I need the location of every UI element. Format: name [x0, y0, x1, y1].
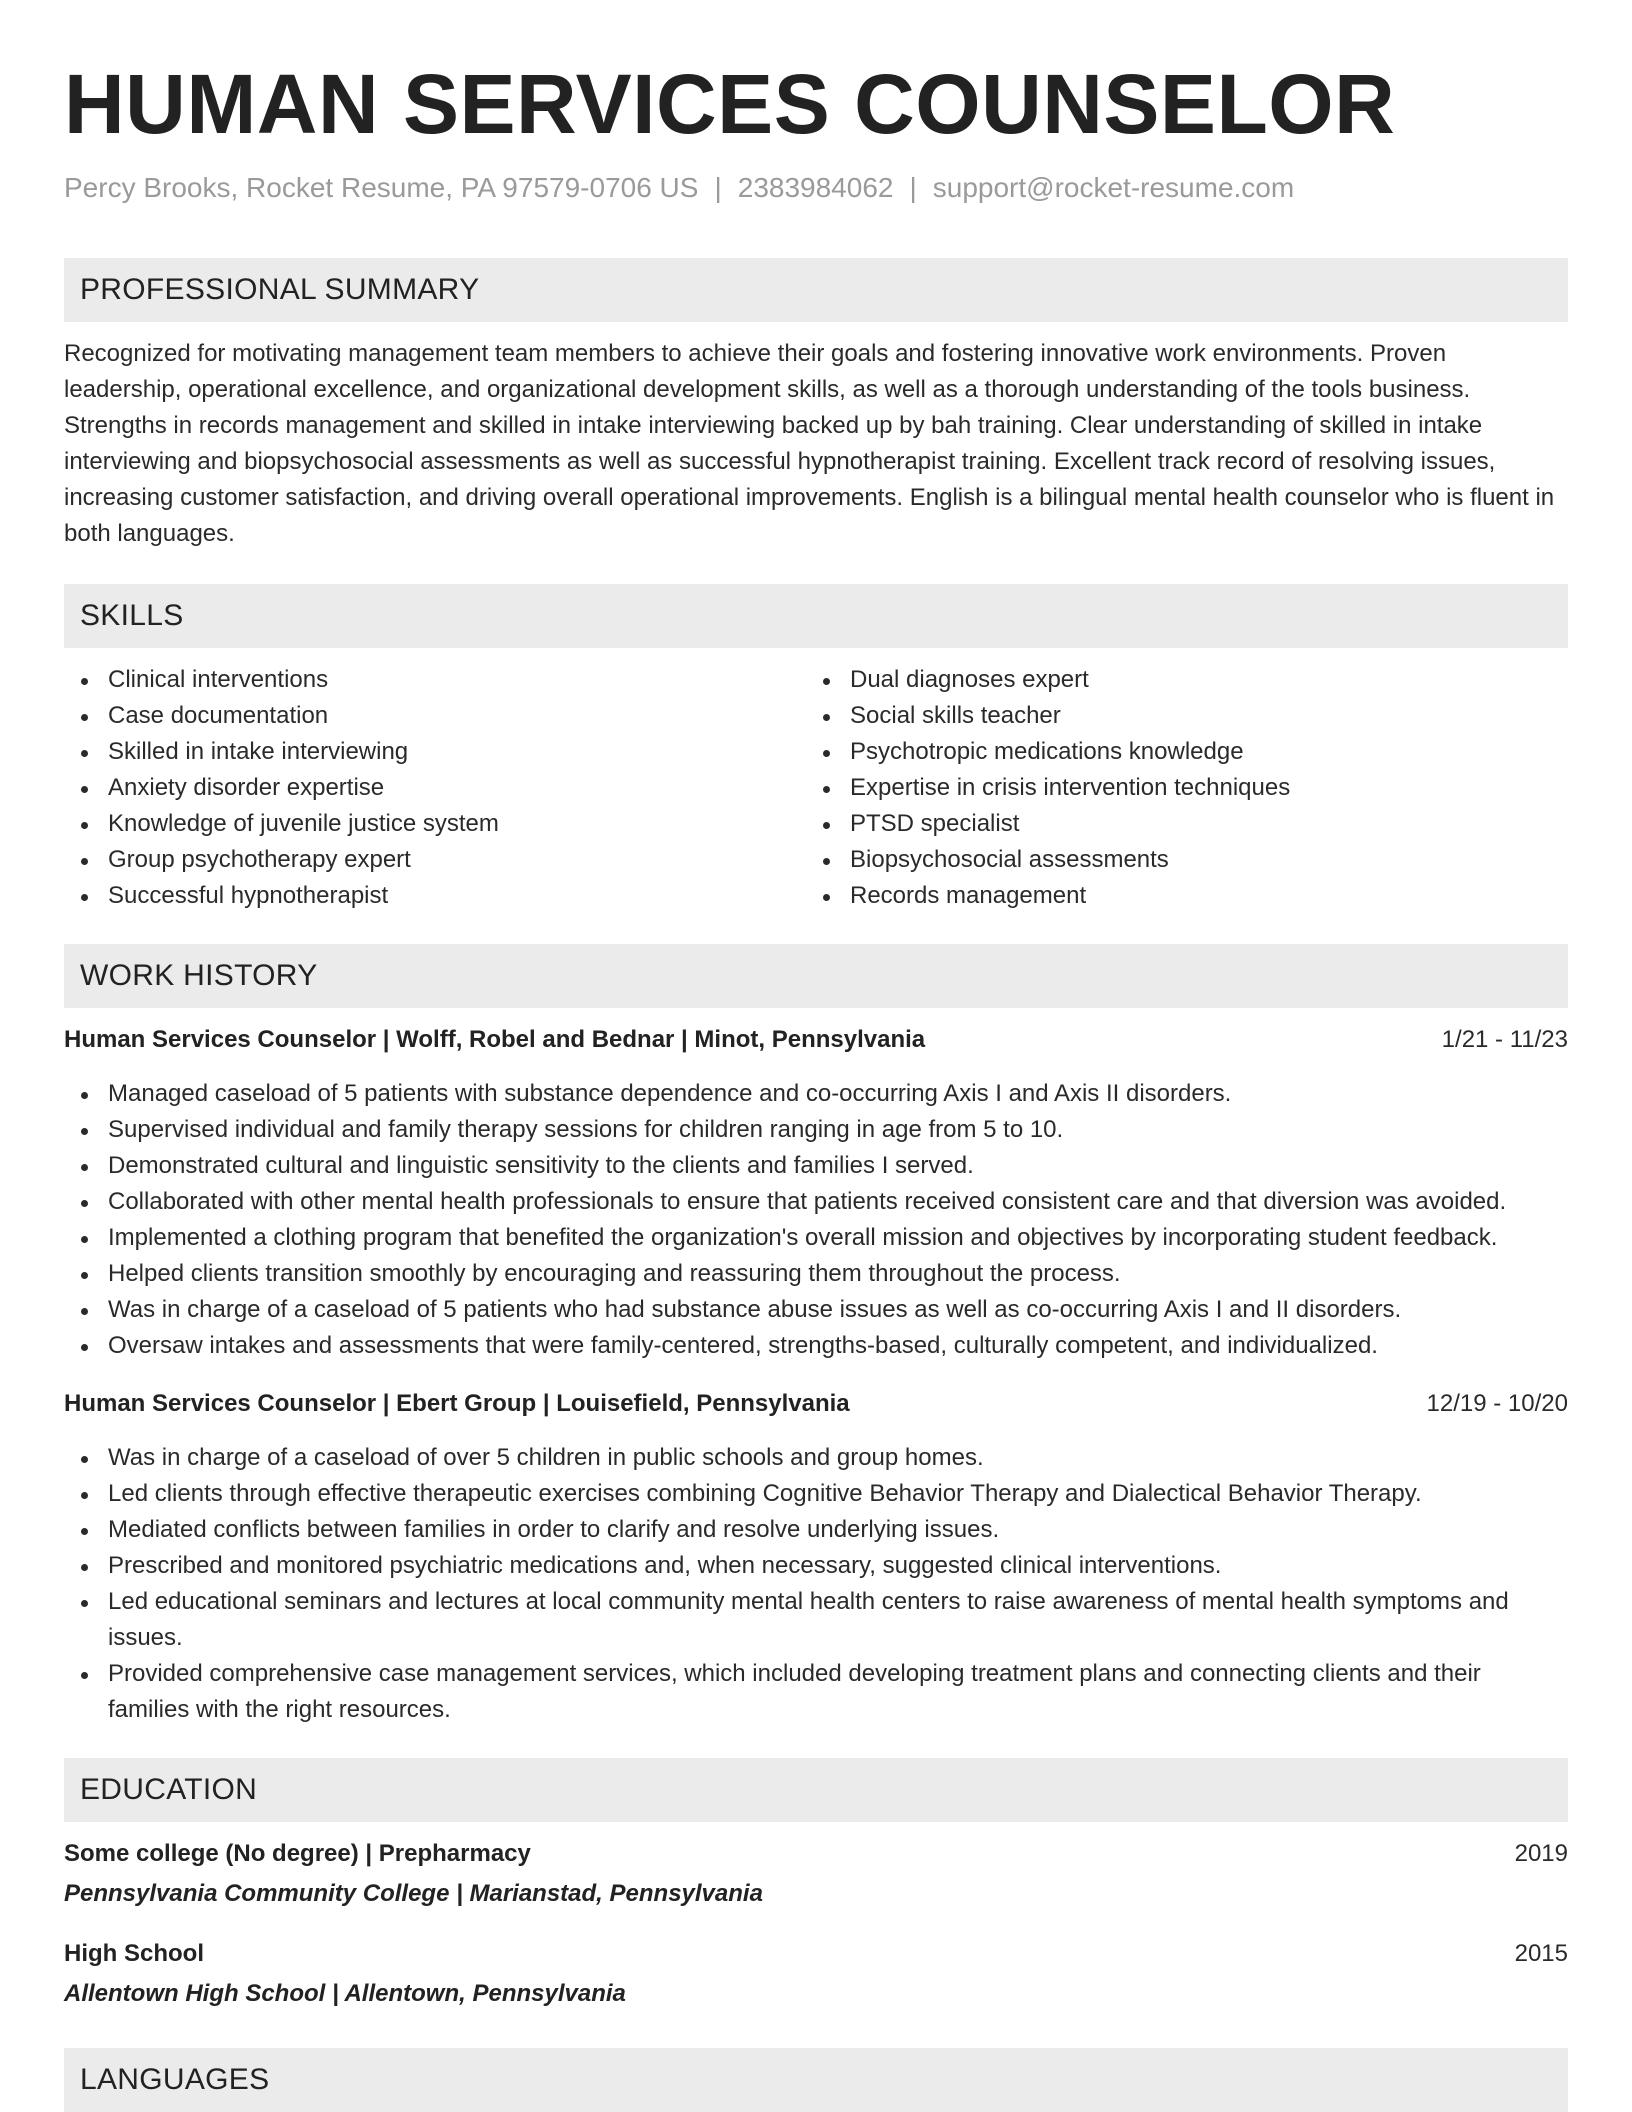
job-bullet: Provided comprehensive case management services, which included developing treatment plans and connecting clients and their families with the right resources. — [108, 1656, 1568, 1728]
contact-line — [64, 170, 1568, 206]
education-heading: EDUCATION — [80, 1773, 258, 1806]
education-degree: Some college (No degree) | Prepharmacy — [64, 1840, 531, 1867]
languages-section-header — [64, 2048, 1568, 2112]
job-bullets — [64, 1440, 1568, 1728]
skills-list — [64, 662, 1568, 914]
education-school: Pennsylvania Community College | Marianstad, Pennsylvania — [64, 1880, 763, 1907]
job-bullet: Managed caseload of 5 patients with substance dependence and co-occurring Axis I and Axis II disorders. — [108, 1076, 1568, 1112]
skill-item: Skilled in intake interviewing — [108, 734, 806, 770]
skills-column-left — [64, 662, 806, 914]
languages-heading: LANGUAGES — [80, 2063, 270, 2096]
summary-heading: PROFESSIONAL SUMMARY — [80, 273, 480, 306]
education-school: Allentown High School | Allentown, Pennsylvania — [64, 1980, 626, 2007]
skill-item: Successful hypnotherapist — [108, 878, 806, 914]
education-year: 2015 — [1514, 1940, 1568, 1967]
job-bullet: Was in charge of a caseload of over 5 children in public schools and group homes. — [108, 1440, 1568, 1476]
skill-item: Group psychotherapy expert — [108, 842, 806, 878]
skills-column-right — [806, 662, 1548, 914]
skill-item: Case documentation — [108, 698, 806, 734]
summary-section-header — [64, 258, 1568, 322]
job-header — [64, 1022, 1568, 1058]
work-heading: WORK HISTORY — [80, 959, 318, 992]
job-bullet: Mediated conflicts between families in order to clarify and resolve underlying issues. — [108, 1512, 1568, 1548]
skill-item: Expertise in crisis intervention techniques — [850, 770, 1548, 806]
job-bullet: Oversaw intakes and assessments that were family-centered, strengths-based, culturally competent, and individualized. — [108, 1328, 1568, 1364]
resume-title: HUMAN SERVICES COUNSELOR — [64, 57, 1396, 151]
skills-section-header — [64, 584, 1568, 648]
job-dates: 1/21 - 11/23 — [1441, 1026, 1568, 1053]
job-bullet: Was in charge of a caseload of 5 patients who had substance abuse issues as well as co-occurring Axis I and II disorders. — [108, 1292, 1568, 1328]
resume-page — [64, 0, 1568, 2112]
contact-phone: 2383984062 — [737, 172, 894, 203]
education-degree: High School — [64, 1940, 204, 1967]
job-dates: 12/19 - 10/20 — [1426, 1390, 1568, 1417]
skill-item: Records management — [850, 878, 1548, 914]
skill-item: Biopsychosocial assessments — [850, 842, 1548, 878]
education-section-header — [64, 1758, 1568, 1822]
contact-separator: | — [909, 172, 917, 203]
education-entry-header — [64, 1836, 1568, 1872]
education-entry-header — [64, 1936, 1568, 1972]
job-bullet: Demonstrated cultural and linguistic sensitivity to the clients and families I served. — [108, 1148, 1568, 1184]
job-bullet: Led educational seminars and lectures at local community mental health centers to raise awareness of mental health symptoms and issues. — [108, 1584, 1568, 1656]
job-bullets — [64, 1076, 1568, 1364]
skill-item: Anxiety disorder expertise — [108, 770, 806, 806]
skill-item: Dual diagnoses expert — [850, 662, 1548, 698]
skill-item: Social skills teacher — [850, 698, 1548, 734]
skill-item: Clinical interventions — [108, 662, 806, 698]
skill-item: Knowledge of juvenile justice system — [108, 806, 806, 842]
work-section-header — [64, 944, 1568, 1008]
skills-heading: SKILLS — [80, 599, 184, 632]
job-header — [64, 1386, 1568, 1422]
job-title: Human Services Counselor | Ebert Group | Louisefield, Pennsylvania — [64, 1390, 850, 1417]
job-bullet: Led clients through effective therapeutic exercises combining Cognitive Behavior Therapy and Dialectical Behavior Therapy. — [108, 1476, 1568, 1512]
contact-email: support@rocket-resume.com — [932, 172, 1295, 203]
job-bullet: Implemented a clothing program that benefited the organization's overall mission and objectives by incorporating student feedback. — [108, 1220, 1568, 1256]
job-bullet: Collaborated with other mental health professionals to ensure that patients received consistent care and that diversion was avoided. — [108, 1184, 1568, 1220]
education-year: 2019 — [1514, 1840, 1568, 1867]
summary-text: Recognized for motivating management team members to achieve their goals and fostering innovative work environments. Proven leadership, operational excellence, and organizational development skills, as well as a thorough understanding of the tools business. Strengths in records management and skilled in intake interviewing backed up by bah training. Clear understanding of skilled in intake interviewing and biopsychosocial assessments as well as successful hypnotherapist training. Excellent track record of resolving issues, increasing customer satisfaction, and driving overall operational improvements. English is a bilingual mental health counselor who is fluent in both languages. — [64, 340, 1555, 547]
job-bullet: Helped clients transition smoothly by encouraging and reassuring them throughout the process. — [108, 1256, 1568, 1292]
contact-separator: | — [714, 172, 722, 203]
job-title: Human Services Counselor | Wolff, Robel and Bednar | Minot, Pennsylvania — [64, 1026, 926, 1053]
skill-item: PTSD specialist — [850, 806, 1548, 842]
contact-address: Percy Brooks, Rocket Resume, PA 97579-0706 US — [64, 172, 699, 203]
skill-item: Psychotropic medications knowledge — [850, 734, 1548, 770]
job-bullet: Prescribed and monitored psychiatric medications and, when necessary, suggested clinical interventions. — [108, 1548, 1568, 1584]
job-bullet: Supervised individual and family therapy sessions for children ranging in age from 5 to 10. — [108, 1112, 1568, 1148]
